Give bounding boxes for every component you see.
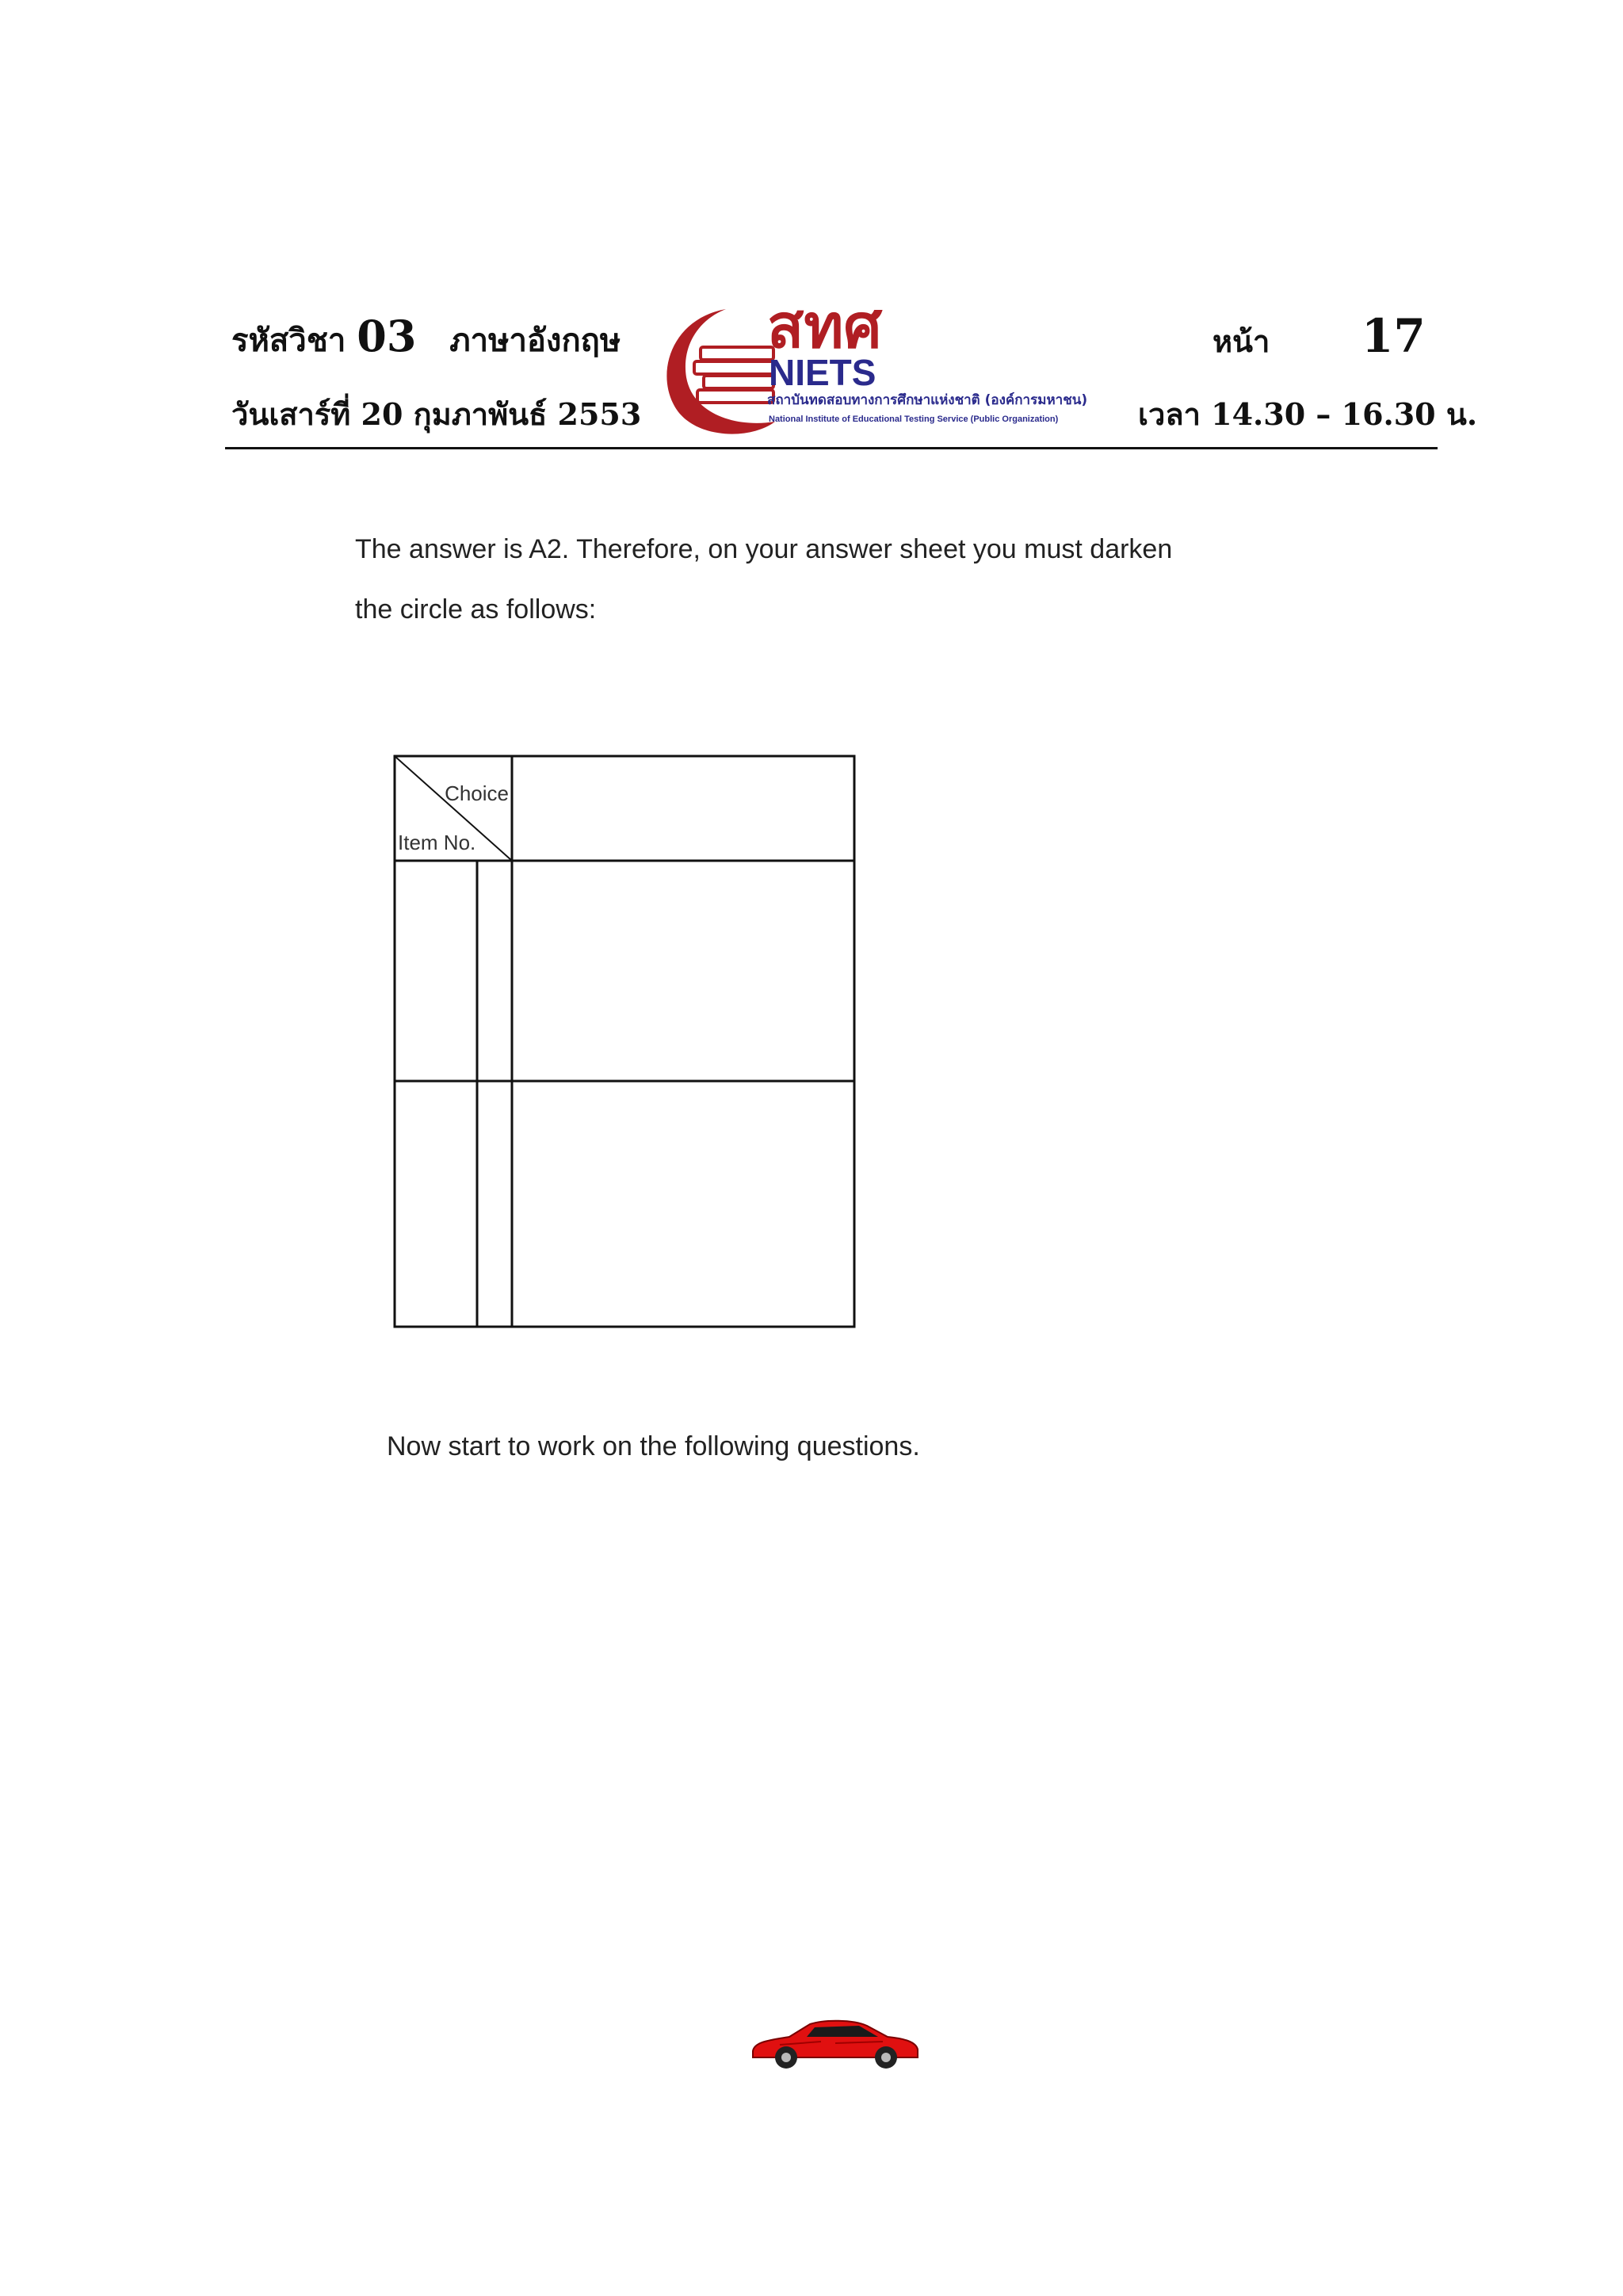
- subject-name: ภาษาอังกฤษ: [449, 322, 621, 359]
- sample-answer-sheet: [393, 755, 856, 1330]
- niets-logo: [648, 295, 1124, 437]
- logo-thai-name: สถาบันทดสอบทางการศึกษาแห่งชาติ (องค์การมหาชน): [767, 392, 1088, 408]
- instruction-line-1: The answer is A2. Therefore, on your answer sheet you must darken: [355, 534, 1173, 564]
- subject-line: [231, 311, 621, 365]
- header-rule: [225, 447, 1438, 449]
- logo-acronym: NIETS: [769, 352, 876, 393]
- car-icon: [748, 2013, 922, 2070]
- corner-choice-label: Choice: [445, 781, 509, 805]
- exam-date: วันเสาร์ที่ 20 กุมภาพันธ์ 2553: [231, 396, 642, 432]
- logo-english-name: National Institute of Educational Testing Service (Public Organization): [769, 415, 1059, 424]
- subject-code: 03: [357, 311, 417, 361]
- closing-instruction: Now start to work on the following questions.: [387, 1431, 920, 1461]
- subject-code-label: รหัสวิชา: [231, 322, 346, 359]
- page-label: หน้า: [1212, 323, 1270, 359]
- instruction-line-2: the circle as follows:: [355, 594, 597, 625]
- page-number: 17: [1361, 309, 1426, 363]
- corner-item-label: Item No.: [398, 831, 476, 854]
- logo-thai-text: สทศ: [767, 295, 882, 361]
- exam-time: เวลา 14.30 – 16.30 น.: [1138, 396, 1478, 432]
- logo-emblem-icon: [666, 309, 775, 434]
